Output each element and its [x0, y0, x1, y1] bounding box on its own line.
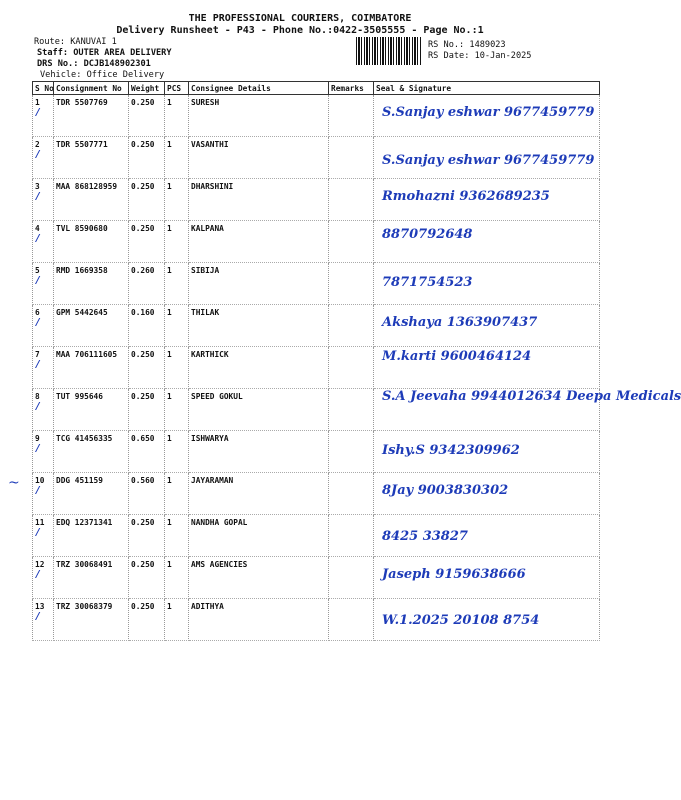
cell-remarks	[329, 431, 374, 473]
cell-consignment	[54, 431, 129, 473]
cell-consignment-value: TCG 41456335	[56, 434, 113, 443]
col-consignment: Consignment No	[54, 82, 129, 95]
runsheet-subtitle: Delivery Runsheet - P43 - Phone No.:0422-3505555 - Page No.:1	[116, 25, 484, 36]
cell-sno	[33, 305, 54, 347]
cell-pcs-value: 1	[167, 308, 172, 317]
cell-consignee-value: VASANTHI	[191, 140, 229, 149]
runsheet-table-container	[32, 81, 681, 628]
cell-sno-value: 3	[35, 182, 40, 191]
cell-pcs-value: 1	[167, 476, 172, 485]
cell-consignment-value: GPM 5442645	[56, 308, 108, 317]
signature-text: S.A Jeevaha 9944012634 Deepa Medicals	[382, 389, 681, 404]
check-tick-icon: /	[35, 107, 42, 118]
cell-consignee-value: KARTHICK	[191, 350, 229, 359]
signature-text: M.karti 9600464124	[382, 349, 532, 364]
drs-number: DRS No.: DCJB148902301	[37, 59, 151, 69]
cell-sno-value: 12	[35, 560, 45, 569]
col-weight: Weight	[129, 82, 165, 95]
cell-consignee-value: DHARSHINI	[191, 182, 234, 191]
table-row	[33, 305, 600, 347]
cell-remarks	[329, 515, 374, 557]
col-remarks: Remarks	[329, 82, 374, 95]
cell-remarks	[329, 305, 374, 347]
cell-remarks	[329, 347, 374, 389]
cell-consignee	[189, 599, 329, 641]
cell-consignment-value: TUT 995646	[56, 392, 103, 401]
table-row	[33, 431, 600, 473]
table-row	[33, 599, 600, 641]
cell-sno-value: 6	[35, 308, 40, 317]
cell-consignment	[54, 347, 129, 389]
cell-consignment	[54, 389, 129, 431]
margin-tick-icon: ~	[8, 475, 20, 491]
cell-signature	[374, 221, 600, 263]
cell-sno	[33, 179, 54, 221]
cell-consignee-value: THILAK	[191, 308, 220, 317]
cell-weight-value: 0.650	[131, 434, 155, 443]
cell-weight	[129, 473, 165, 515]
cell-pcs-value: 1	[167, 392, 172, 401]
table-body	[33, 95, 681, 641]
cell-signature	[374, 389, 681, 431]
cell-sno	[33, 347, 54, 389]
cell-signature	[374, 305, 600, 347]
cell-weight	[129, 305, 165, 347]
cell-consignment	[54, 473, 129, 515]
cell-consignee	[189, 263, 329, 305]
cell-consignment-value: TDR 5507769	[56, 98, 108, 107]
cell-consignee-value: NANDHA GOPAL	[191, 518, 248, 527]
cell-pcs-value: 1	[167, 266, 172, 275]
signature-text: Rmohazni 9362689235	[382, 189, 550, 204]
cell-consignee	[189, 305, 329, 347]
cell-consignee	[189, 389, 329, 431]
cell-weight	[129, 347, 165, 389]
rs-date: RS Date: 10-Jan-2025	[428, 51, 532, 61]
signature-text: W.1.2025 20108 8754	[382, 613, 540, 628]
table-row	[33, 515, 600, 557]
cell-consignee	[189, 557, 329, 599]
col-signature: Seal & Signature	[374, 82, 600, 95]
route-label: Route: KANUVAI 1	[34, 37, 117, 47]
cell-consignment	[54, 179, 129, 221]
cell-weight	[129, 221, 165, 263]
cell-pcs-value: 1	[167, 140, 172, 149]
cell-weight-value: 0.160	[131, 308, 155, 317]
cell-sno	[33, 137, 54, 179]
cell-consignment-value: TDR 5507771	[56, 140, 108, 149]
table-row	[33, 347, 600, 389]
cell-consignee	[189, 473, 329, 515]
cell-remarks	[329, 137, 374, 179]
cell-remarks	[329, 557, 374, 599]
cell-weight-value: 0.250	[131, 392, 155, 401]
cell-signature	[374, 557, 600, 599]
cell-pcs-value: 1	[167, 518, 172, 527]
cell-sno	[33, 557, 54, 599]
cell-consignee	[189, 515, 329, 557]
table-row	[33, 95, 600, 137]
cell-consignee-value: SPEED GOKUL	[191, 392, 243, 401]
cell-pcs	[165, 263, 189, 305]
cell-remarks	[329, 263, 374, 305]
cell-pcs	[165, 137, 189, 179]
cell-sno	[33, 389, 54, 431]
table-row	[33, 389, 600, 431]
company-title: THE PROFESSIONAL COURIERS, COIMBATORE	[188, 13, 412, 24]
check-tick-icon: /	[35, 317, 42, 328]
cell-weight	[129, 557, 165, 599]
runsheet-table	[32, 81, 681, 641]
cell-pcs-value: 1	[167, 350, 172, 359]
signature-text: Akshaya 1363907437	[382, 315, 538, 330]
cell-pcs	[165, 179, 189, 221]
cell-weight-value: 0.250	[131, 224, 155, 233]
signature-text: 8425 33827	[382, 529, 468, 544]
cell-pcs-value: 1	[167, 98, 172, 107]
cell-sno-value: 2	[35, 140, 40, 149]
cell-pcs	[165, 347, 189, 389]
cell-sno	[33, 473, 54, 515]
signature-text: S.Sanjay eshwar 9677459779	[382, 105, 595, 120]
cell-signature	[374, 95, 600, 137]
cell-consignee-value: ISHWARYA	[191, 434, 229, 443]
cell-remarks	[329, 473, 374, 515]
check-tick-icon: /	[35, 527, 42, 538]
check-tick-icon: /	[35, 233, 42, 244]
table-header-row	[33, 82, 600, 95]
cell-consignee	[189, 137, 329, 179]
cell-pcs	[165, 515, 189, 557]
cell-consignee-value: SIBIJA	[191, 266, 220, 275]
cell-weight-value: 0.250	[131, 98, 155, 107]
cell-signature	[374, 431, 600, 473]
cell-consignment-value: MAA 868128959	[56, 182, 118, 191]
cell-weight	[129, 179, 165, 221]
cell-pcs	[165, 599, 189, 641]
cell-remarks	[329, 221, 374, 263]
cell-consignee	[189, 179, 329, 221]
cell-sno-value: 10	[35, 476, 45, 485]
check-tick-icon: /	[35, 569, 42, 580]
col-sno: S No	[33, 82, 54, 95]
signature-text: S.Sanjay eshwar 9677459779	[382, 153, 595, 168]
check-tick-icon: /	[35, 401, 42, 412]
cell-consignee-value: ADITHYA	[191, 602, 224, 611]
cell-consignment	[54, 221, 129, 263]
cell-sno-value: 11	[35, 518, 45, 527]
cell-consignee-value: KALPANA	[191, 224, 224, 233]
cell-sno	[33, 263, 54, 305]
table-row	[33, 473, 600, 515]
cell-consignment-value: TRZ 30068491	[56, 560, 113, 569]
cell-pcs	[165, 431, 189, 473]
cell-consignment-value: DDG 451159	[56, 476, 103, 485]
cell-signature	[374, 347, 600, 389]
cell-consignment	[54, 95, 129, 137]
signature-text: 8870792648	[382, 227, 473, 242]
cell-consignee-value: AMS AGENCIES	[191, 560, 248, 569]
signature-text: 7871754523	[382, 275, 473, 290]
cell-sno	[33, 599, 54, 641]
cell-sno-value: 13	[35, 602, 45, 611]
cell-sno-value: 1	[35, 98, 40, 107]
cell-pcs	[165, 557, 189, 599]
cell-weight-value: 0.250	[131, 350, 155, 359]
cell-remarks	[329, 179, 374, 221]
cell-weight-value: 0.250	[131, 518, 155, 527]
check-tick-icon: /	[35, 359, 42, 370]
cell-pcs-value: 1	[167, 560, 172, 569]
check-tick-icon: /	[35, 275, 42, 286]
staff-label: Staff: OUTER AREA DELIVERY	[37, 48, 172, 58]
cell-consignment-value: MAA 706111605	[56, 350, 118, 359]
cell-consignment	[54, 599, 129, 641]
cell-consignment	[54, 263, 129, 305]
cell-pcs-value: 1	[167, 182, 172, 191]
cell-weight	[129, 137, 165, 179]
cell-weight	[129, 599, 165, 641]
cell-pcs	[165, 95, 189, 137]
cell-consignee-value: JAYARAMAN	[191, 476, 234, 485]
cell-weight-value: 0.250	[131, 560, 155, 569]
cell-consignment	[54, 305, 129, 347]
table-row	[33, 557, 600, 599]
cell-signature	[374, 263, 600, 305]
cell-remarks	[329, 389, 374, 431]
check-tick-icon: /	[35, 149, 42, 160]
cell-signature	[374, 179, 600, 221]
cell-consignee-value: SURESH	[191, 98, 220, 107]
cell-weight-value: 0.260	[131, 266, 155, 275]
cell-sno-value: 9	[35, 434, 40, 443]
cell-consignment-value: TVL 8590680	[56, 224, 108, 233]
signature-text: 8Jay 9003830302	[382, 483, 509, 498]
cell-consignee	[189, 95, 329, 137]
cell-sno	[33, 95, 54, 137]
cell-sno-value: 7	[35, 350, 40, 359]
cell-signature	[374, 137, 600, 179]
vehicle-label: Vehicle: Office Delivery	[40, 70, 165, 80]
cell-consignment-value: TRZ 30068379	[56, 602, 113, 611]
cell-weight-value: 0.250	[131, 140, 155, 149]
cell-sno	[33, 515, 54, 557]
cell-consignment	[54, 557, 129, 599]
col-pcs: PCS	[165, 82, 189, 95]
cell-weight	[129, 515, 165, 557]
cell-weight	[129, 389, 165, 431]
cell-weight-value: 0.250	[131, 182, 155, 191]
cell-pcs	[165, 389, 189, 431]
check-tick-icon: /	[35, 443, 42, 454]
signature-text: Ishy.S 9342309962	[382, 443, 520, 458]
cell-weight-value: 0.560	[131, 476, 155, 485]
check-tick-icon: /	[35, 611, 42, 622]
cell-consignment	[54, 515, 129, 557]
col-consignee: Consignee Details	[189, 82, 329, 95]
cell-consignee	[189, 431, 329, 473]
cell-consignee	[189, 347, 329, 389]
cell-consignment-value: RMD 1669358	[56, 266, 108, 275]
table-row	[33, 263, 600, 305]
cell-pcs-value: 1	[167, 602, 172, 611]
check-tick-icon: /	[35, 191, 42, 202]
barcode-icon	[356, 37, 422, 65]
table-row	[33, 221, 600, 263]
cell-pcs	[165, 305, 189, 347]
cell-remarks	[329, 95, 374, 137]
cell-sno-value: 5	[35, 266, 40, 275]
cell-pcs-value: 1	[167, 224, 172, 233]
cell-sno-value: 8	[35, 392, 40, 401]
cell-consignment-value: EDQ 12371341	[56, 518, 113, 527]
cell-sno-value: 4	[35, 224, 40, 233]
cell-weight-value: 0.250	[131, 602, 155, 611]
cell-consignee	[189, 221, 329, 263]
cell-sno	[33, 431, 54, 473]
cell-pcs-value: 1	[167, 434, 172, 443]
check-tick-icon: /	[35, 485, 42, 496]
cell-consignment	[54, 137, 129, 179]
cell-pcs	[165, 473, 189, 515]
cell-signature	[374, 515, 600, 557]
cell-weight	[129, 263, 165, 305]
cell-sno	[33, 221, 54, 263]
cell-signature	[374, 599, 600, 641]
rs-number: RS No.: 1489023	[428, 40, 506, 50]
table-row	[33, 179, 600, 221]
cell-signature	[374, 473, 600, 515]
cell-weight	[129, 431, 165, 473]
cell-weight	[129, 95, 165, 137]
table-row	[33, 137, 600, 179]
signature-text: Jaseph 9159638666	[382, 567, 526, 582]
cell-remarks	[329, 599, 374, 641]
cell-pcs	[165, 221, 189, 263]
